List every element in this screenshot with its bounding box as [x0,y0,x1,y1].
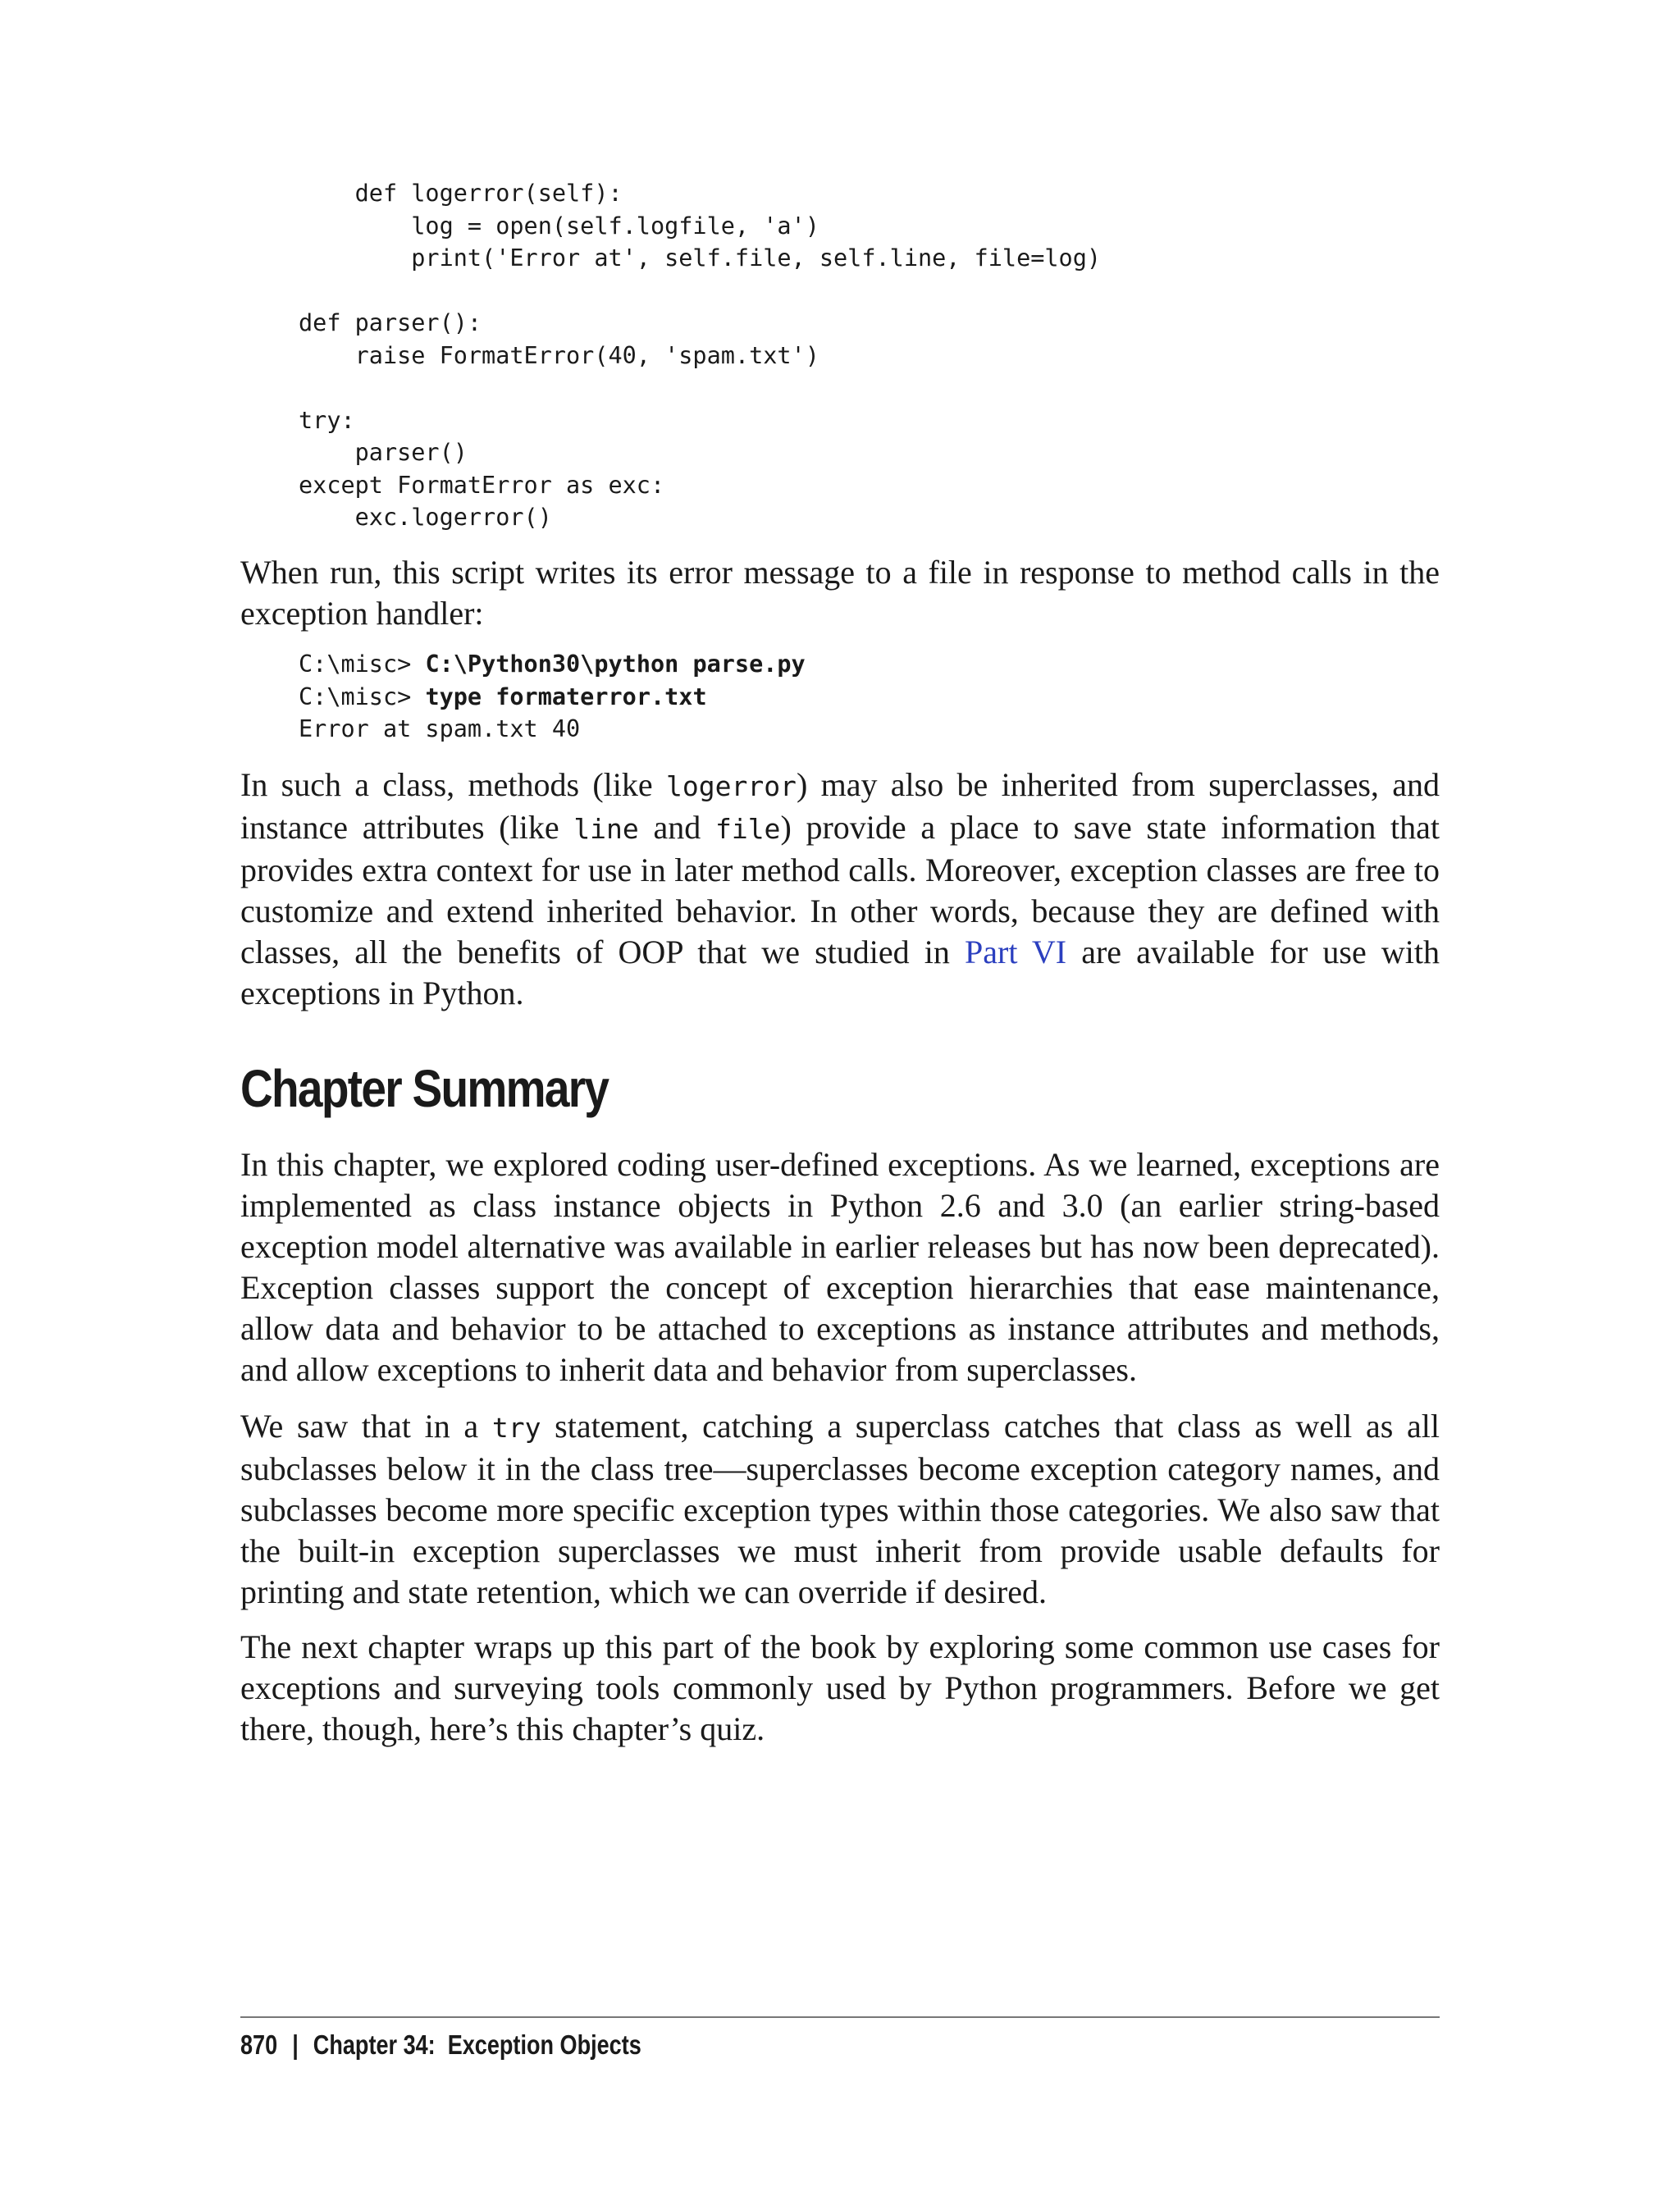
section-heading: Chapter Summary [240,1059,609,1118]
text-run: ) provide a place to save state information that provides extra context for use in later method calls. Moreover, exception classes are free to customize and extend inherited behavior. In other words, because they are defined with classes, all the benefits of OOP that we studied in [240,809,1440,970]
code-line: exc.logerror() [299,504,552,531]
console-output: Error at spam.txt 40 [299,715,581,742]
inline-code: line [573,813,639,845]
code-line: parser() [299,439,468,466]
page-number: 870 [240,2029,278,2060]
code-line: def parser(): [299,309,482,336]
summary-paragraph-1: In this chapter, we explored coding user-defined exceptions. As we learned, exceptions are implemented as class instance objects in Python 2.6 and 3.0 (an earlier string-based exception model alternative was available in earlier releases but has now been deprecated). Exception classes support the concept of exception hierarchies that ease maintenance, allow data and behavior to be attached to exceptions as instance attributes and methods, and allow exceptions to inherit data and behavior from superclasses. [240,1146,1440,1388]
code-line: log = open(self.logfile, 'a') [299,212,819,240]
text-run: are available for use with exceptions in Python. [240,934,1440,1011]
inline-code: file [714,813,781,845]
text-run: We saw that in a [240,1408,492,1445]
inline-code: try [491,1412,541,1444]
summary-paragraph-3: The next chapter wraps up this part of the book by exploring some common use cases for exceptions and surveying tools commonly used by Python programmers. Before we get there, though, here’s this chapter’s quiz. [240,1628,1440,1747]
console-prompt: C:\misc> [299,682,426,710]
code-line: print('Error at', self.file, self.line, file=log) [299,244,1102,272]
console-command: type formaterror.txt [425,682,707,710]
code-line: raise FormatError(40, 'spam.txt') [299,341,819,369]
part-vi-link[interactable]: Part VI [965,934,1067,970]
code-block-console [299,648,806,746]
text-run: In such a class, methods (like [240,766,666,803]
summary-paragraph-2 [240,1406,1440,1613]
text-run: and [638,809,715,846]
footer-rule [240,2016,1440,2018]
paragraph-class-attributes [240,765,1440,1014]
code-line: except FormatError as exc: [299,471,665,499]
footer-separator: | [292,2029,299,2060]
code-line: def logerror(self): [299,180,623,207]
paragraph-intro: When run, this script writes its error message to a file in response to method calls in the exception handler: [240,554,1440,632]
console-command: C:\Python30\python parse.py [425,651,806,678]
page-footer [240,2029,641,2061]
running-chapter-title: Chapter 34: Exception Objects [313,2029,641,2060]
inline-code: logerror [665,770,797,802]
text-run: ) may also be inherited from superclasses, and instance attributes (like [240,766,1440,846]
code-line: try: [299,406,355,434]
console-prompt: C:\misc> [299,651,426,678]
text-run: statement, catching a superclass catches that class as well as all subclasses below it in the class tree—superclasses become exception category names, and subclasses become more specific exception types within those categories. We also saw that the built-in exception superclasses we must inherit from provide usable defaults for printing and state retention, which we can override if desired. [240,1408,1440,1610]
code-block-logger [299,177,1101,534]
